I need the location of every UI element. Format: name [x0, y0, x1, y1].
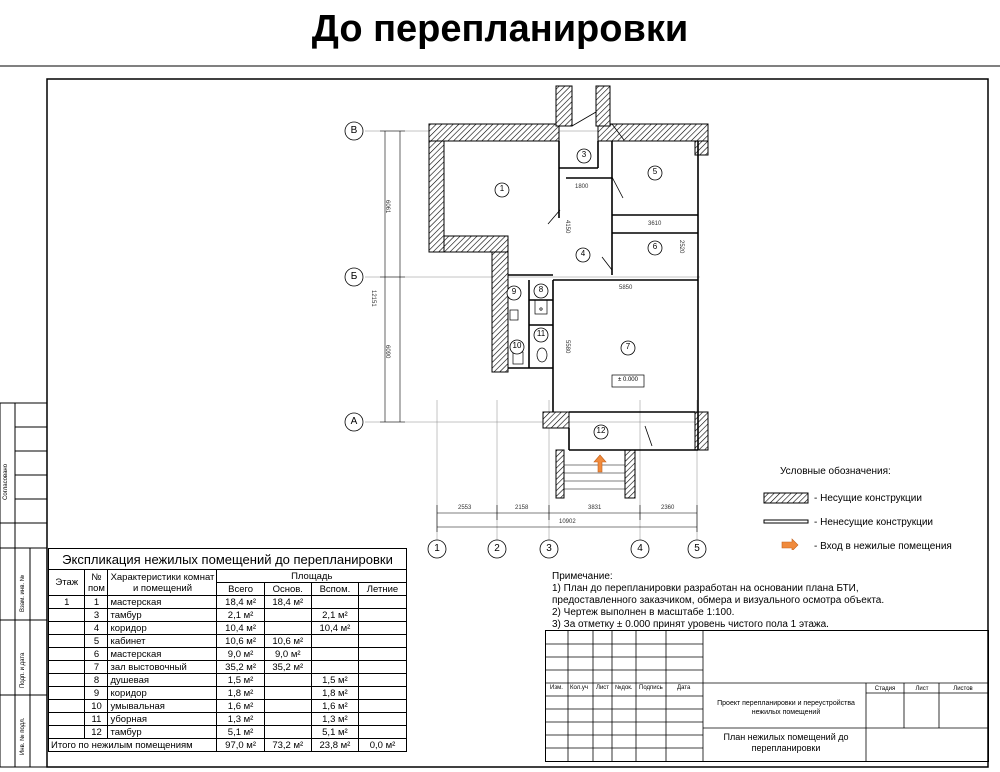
- dimension-label: 2520: [678, 240, 684, 254]
- cell-aux: 5,1 м²: [311, 726, 358, 739]
- table-row: [49, 713, 407, 726]
- cell-total: 1,3 м²: [217, 713, 264, 726]
- cell-aux: [311, 661, 358, 674]
- cell-num: 11: [85, 713, 108, 726]
- cell-floor: [49, 726, 85, 739]
- cell-main: [264, 726, 311, 739]
- cell-main: 35,2 м²: [264, 661, 311, 674]
- cell-main: [264, 622, 311, 635]
- cell-num: 1: [85, 596, 108, 609]
- notes-heading: Примечание:: [552, 571, 613, 582]
- col-header: Характеристики комнат и помещений: [108, 570, 217, 596]
- cell-main: 18,4 м²: [264, 596, 311, 609]
- cell-num: 12: [85, 726, 108, 739]
- cell-main: 10,6 м²: [264, 635, 311, 648]
- axis-label: 2: [494, 543, 500, 554]
- cell-total: 35,2 м²: [217, 661, 264, 674]
- cell-name: коридор: [108, 687, 217, 700]
- cell-floor: [49, 622, 85, 635]
- note-line: 2) Чертеж выполнен в масштабе 1:100.: [552, 607, 735, 618]
- room-number: 9: [511, 287, 517, 296]
- axis-label: В: [350, 125, 358, 136]
- note-line: 1) План до перепланировки разработан на основании плана БТИ,: [552, 583, 859, 594]
- legend-item: - Несущие конструкции: [814, 493, 922, 504]
- legend-symbols: [760, 490, 820, 550]
- cell-name: тамбур: [108, 726, 217, 739]
- cell-aux: 1,5 м²: [311, 674, 358, 687]
- cell-summer: [359, 713, 407, 726]
- cell-aux: 1,6 м²: [311, 700, 358, 713]
- room-number: 10: [512, 341, 522, 350]
- table-row: [49, 661, 407, 674]
- cell-name: зал выстовочный: [108, 661, 217, 674]
- cell-aux: [311, 596, 358, 609]
- cell-summer: [359, 596, 407, 609]
- cell-name: душевая: [108, 674, 217, 687]
- cell-aux: [311, 648, 358, 661]
- cell-aux: [311, 635, 358, 648]
- stamp-col: Дата: [677, 685, 691, 691]
- dimension-label: 6061: [384, 200, 390, 214]
- table-row: [49, 609, 407, 622]
- cell-summer: [359, 687, 407, 700]
- room-number: 11: [536, 329, 546, 338]
- level-mark: ± 0.000: [618, 377, 638, 383]
- note-line: 3) За отметку ± 0.000 принят уровень чистого пола 1 этажа.: [552, 619, 829, 630]
- cell-num: 10: [85, 700, 108, 713]
- room-number: 5: [652, 167, 658, 176]
- table-footer: [49, 739, 407, 752]
- legend-item: - Вход в нежилые помещения: [814, 541, 952, 552]
- cell-name: мастерская: [108, 648, 217, 661]
- axis-label: 1: [434, 543, 440, 554]
- cell-summer: [359, 726, 407, 739]
- cell-name: мастерская: [108, 596, 217, 609]
- axis-label: 3: [546, 543, 552, 554]
- dimension-label: 2158: [515, 505, 529, 511]
- cell-total: 18,4 м²: [217, 596, 264, 609]
- col-header: Вспом.: [311, 583, 358, 596]
- sheet-title: План нежилых помещений до перепланировки: [723, 732, 849, 753]
- cell-summer: [359, 622, 407, 635]
- cell-total: 2,1 м²: [217, 609, 264, 622]
- sheet-label: Лист: [915, 686, 929, 692]
- dimension-label: 4150: [564, 220, 570, 234]
- stamp-col: Кол.уч: [570, 685, 588, 691]
- footer-aux: 23,8 м²: [311, 739, 358, 752]
- cell-total: 10,6 м²: [217, 635, 264, 648]
- note-line: предоставленного заказчиком, обмера и визуального осмотра объекта.: [552, 595, 885, 606]
- cell-main: [264, 687, 311, 700]
- cell-floor: [49, 700, 85, 713]
- table-row: [49, 700, 407, 713]
- legend-title: Условные обозначения:: [780, 466, 891, 477]
- cell-floor: [49, 661, 85, 674]
- table-row: [49, 687, 407, 700]
- dimension-label: 1800: [575, 184, 589, 190]
- cell-num: 6: [85, 648, 108, 661]
- axis-label: 5: [694, 543, 700, 554]
- entrance-arrow-icon: [782, 539, 798, 550]
- stamp-col: Изм.: [550, 685, 563, 691]
- cell-total: 5,1 м²: [217, 726, 264, 739]
- dimension-label: 3610: [648, 221, 662, 227]
- axis-label: Б: [350, 271, 358, 282]
- sheets-label: Листов: [953, 686, 973, 692]
- page-title: До перепланировки: [311, 8, 689, 50]
- cell-num: 4: [85, 622, 108, 635]
- title-block: [545, 630, 989, 762]
- dimension-label: 5580: [564, 340, 570, 354]
- cell-aux: 1,8 м²: [311, 687, 358, 700]
- cell-name: тамбур: [108, 609, 217, 622]
- cell-main: [264, 713, 311, 726]
- table-row: [49, 622, 407, 635]
- cell-floor: [49, 687, 85, 700]
- col-header: Основ.: [264, 583, 311, 596]
- dimension-label: 2360: [661, 505, 675, 511]
- cell-aux: 2,1 м²: [311, 609, 358, 622]
- cell-floor: [49, 635, 85, 648]
- cell-total: 1,6 м²: [217, 700, 264, 713]
- cell-floor: [49, 609, 85, 622]
- explication-table: [48, 548, 407, 752]
- cell-summer: [359, 700, 407, 713]
- cell-floor: 1: [49, 596, 85, 609]
- stamp-col: Лист: [596, 685, 610, 691]
- stage-label: Стадия: [874, 686, 896, 692]
- col-header: № пом: [85, 570, 108, 596]
- side-label-agreed: Согласовано: [3, 463, 9, 500]
- stamp-col: №док.: [615, 685, 633, 691]
- dimension-label: 3831: [588, 505, 602, 511]
- cell-num: 7: [85, 661, 108, 674]
- project-name: Проект перепланировки и переустройства нежилых помещений: [717, 700, 855, 716]
- cell-summer: [359, 609, 407, 622]
- dimension-label: 12151: [370, 290, 376, 307]
- side-label-sign: Подп. и дата: [20, 652, 26, 688]
- footer-label: Итого по нежилым помещениям: [49, 739, 217, 752]
- cell-floor: [49, 713, 85, 726]
- cell-name: коридор: [108, 622, 217, 635]
- footer-main: 73,2 м²: [264, 739, 311, 752]
- cell-name: уборная: [108, 713, 217, 726]
- axis-label: А: [350, 416, 358, 427]
- room-number: 3: [581, 150, 587, 159]
- cell-main: 9,0 м²: [264, 648, 311, 661]
- footer-total: 97,0 м²: [217, 739, 264, 752]
- dimension-label: 10902: [559, 519, 576, 525]
- notes: [552, 571, 884, 631]
- table-row: [49, 648, 407, 661]
- legend-item: - Ненесущие конструкции: [814, 517, 934, 528]
- cell-total: 1,8 м²: [217, 687, 264, 700]
- cell-summer: [359, 661, 407, 674]
- room-number: 1: [499, 184, 505, 193]
- room-number: 6: [652, 242, 658, 251]
- cell-floor: [49, 674, 85, 687]
- side-label-inv: Взам. инв. №: [20, 574, 26, 612]
- col-header: Летние: [359, 583, 407, 596]
- cell-total: 1,5 м²: [217, 674, 264, 687]
- cell-floor: [49, 648, 85, 661]
- table-row: [49, 635, 407, 648]
- dimension-label: 6090: [384, 345, 390, 359]
- cell-main: [264, 609, 311, 622]
- room-number: 8: [538, 285, 544, 294]
- room-number: 4: [580, 249, 586, 258]
- cell-num: 8: [85, 674, 108, 687]
- dimension-label: 5850: [619, 285, 633, 291]
- cell-total: 10,4 м²: [217, 622, 264, 635]
- cell-summer: [359, 648, 407, 661]
- cell-num: 9: [85, 687, 108, 700]
- cell-summer: [359, 635, 407, 648]
- side-label-original: Инв. № подл.: [20, 717, 26, 755]
- table-row: [49, 596, 407, 609]
- axis-label: 4: [637, 543, 643, 554]
- dimension-label: 2553: [458, 505, 472, 511]
- cell-name: умывальная: [108, 700, 217, 713]
- footer-summer: 0,0 м²: [359, 739, 407, 752]
- room-number: 12: [596, 426, 606, 435]
- cell-aux: 10,4 м²: [311, 622, 358, 635]
- cell-num: 5: [85, 635, 108, 648]
- cell-num: 3: [85, 609, 108, 622]
- cell-main: [264, 674, 311, 687]
- cell-main: [264, 700, 311, 713]
- cell-name: кабинет: [108, 635, 217, 648]
- col-header: Всего: [217, 583, 264, 596]
- table-row: [49, 674, 407, 687]
- room-number: 7: [625, 342, 631, 351]
- col-header: Этаж: [49, 570, 85, 596]
- table-caption: Экспликация нежилых помещений до перепланировки: [49, 549, 407, 570]
- cell-total: 9,0 м²: [217, 648, 264, 661]
- cell-aux: 1,3 м²: [311, 713, 358, 726]
- stamp-col: Подпись: [639, 685, 663, 691]
- col-header: Площадь: [217, 570, 407, 583]
- table-row: [49, 726, 407, 739]
- cell-summer: [359, 674, 407, 687]
